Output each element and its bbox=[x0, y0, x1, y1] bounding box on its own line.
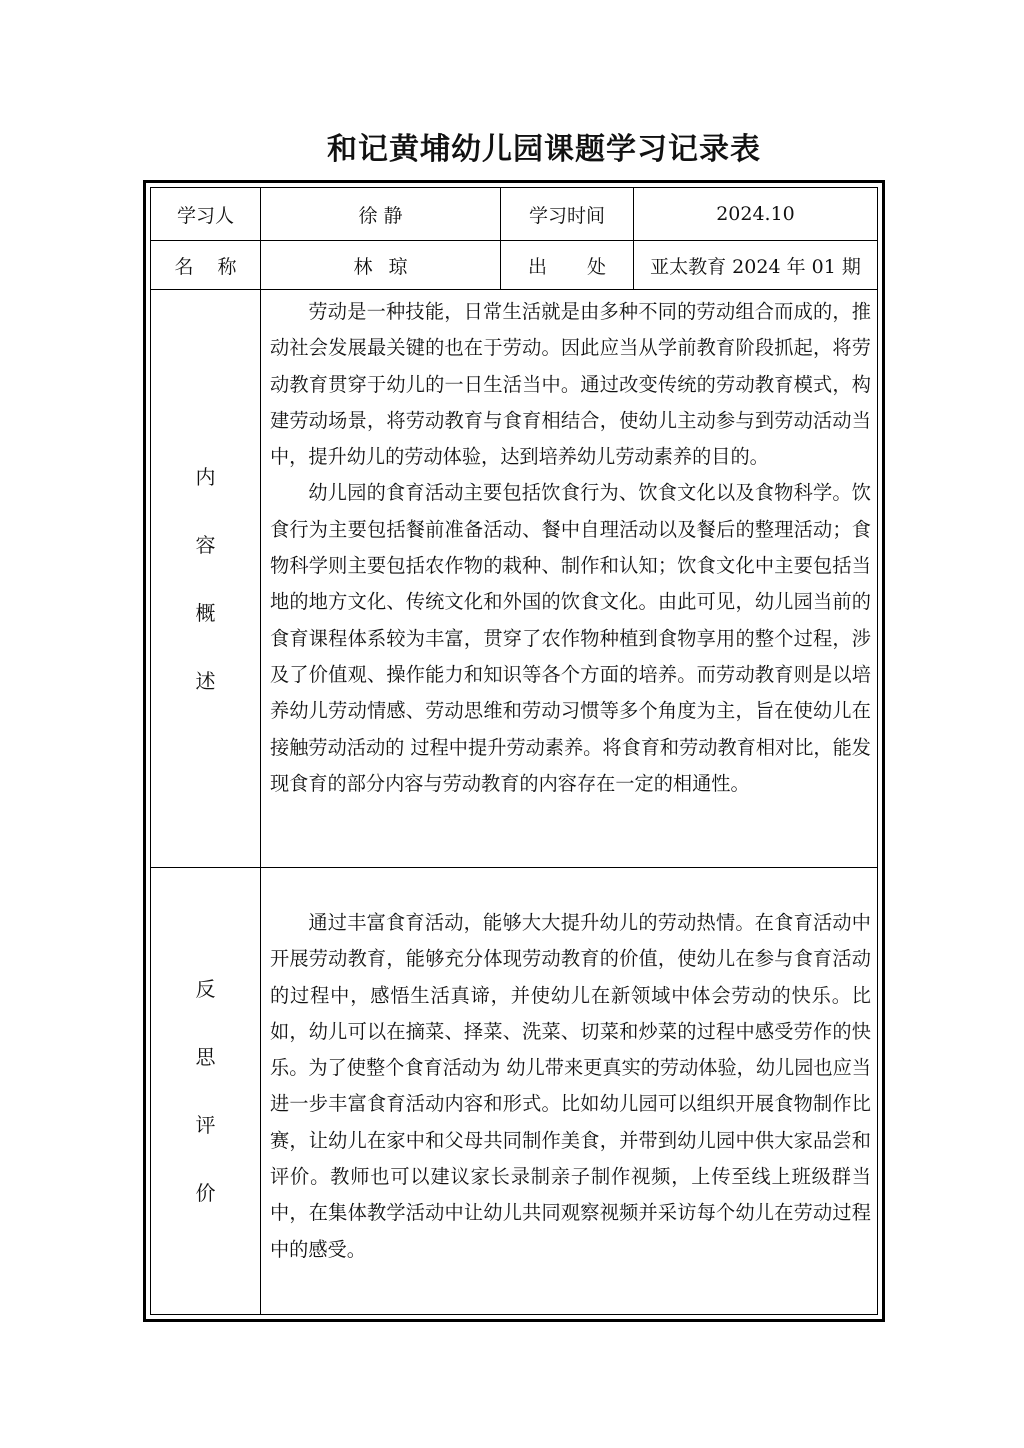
summary-label-char: 述 bbox=[195, 668, 216, 693]
reflection-content bbox=[261, 868, 877, 1314]
learner-label: 学习人 bbox=[176, 204, 234, 227]
reflection-paragraph: 通过丰富食育活动，能够大大提升幼儿的劳动热情。在食育活动中开展劳动教育，能够充分体现劳动教育的价值，使幼儿在参与食育活动的过程中，感悟生活真谛，并使幼儿在新领域中体会劳动的快乐。比如，幼儿可以在摘菜、择菜、洗菜、切菜和炒菜的过程中感受劳作的快乐。为了使整个食育活动为 幼儿带来更真实的劳动体验，幼儿园也应当进一步丰富食育活动内容和形式。比如幼儿园可以组织开展食物制作比赛，让幼儿在家中和父母共同制作美食，并带到幼儿园中供大家品尝和评价。教师也可以建议家长录制亲子制作视频，上传至线上班级群当中，在集体教学活动中让幼儿共同观察视频并采访每个幼儿在劳动过程中的感受。 bbox=[270, 911, 871, 1261]
study-time-label: 学习时间 bbox=[528, 204, 605, 227]
summary-label-char: 内 bbox=[195, 464, 216, 489]
summary-content bbox=[261, 290, 877, 867]
reflection-label-char: 反 bbox=[195, 977, 216, 1001]
summary-paragraph: 幼儿园的食育活动主要包括饮食行为、饮食文化以及食物科学。饮食行为主要包括餐前准备活动、餐中自理活动以及餐后的整理活动；食物科学则主要包括农作物的栽种、制作和认知；饮食文化中主要包括当地的地方文化、传统文化和外国的饮食文化。由此可见，幼儿园当前的食育课程体系较为丰富，贯穿了农作物种植到食物享用的整个过程，涉及了价值观、操作能力和知识等各个方面的培养。而劳动教育则是以培养幼儿劳动情感、劳动思维和劳动习惯等多个角度为主，旨在使幼儿在接触劳动活动的 过程中提升劳动素养。将食育和劳动教育相对比，能发现食育的部分内容与劳动教育的内容存在一定的相通性。 bbox=[270, 481, 871, 795]
record-table-frame bbox=[143, 180, 885, 1322]
source-value: 亚太教育 2024 年 01 期 bbox=[650, 255, 861, 278]
summary-label-char: 概 bbox=[195, 600, 216, 625]
author-value: 林 琼 bbox=[353, 255, 408, 278]
summary-paragraph: 劳动是一种技能，日常生活就是由多种不同的劳动组合而成的，推动社会发展最关键的也在于劳动。因此应当从学前教育阶段抓起，将劳动教育贯穿于幼儿的一日生活当中。通过改变传统的劳动教育模式，构建劳动场景，将劳动教育与食育相结合，使幼儿主动参与到劳动活动当中，提升幼儿的劳动体验，达到培养幼儿劳动素养的目的。 bbox=[270, 300, 871, 469]
reflection-label-char: 评 bbox=[195, 1113, 216, 1137]
reflection-label-char: 思 bbox=[195, 1045, 216, 1069]
reflection-label bbox=[151, 868, 260, 1314]
page-title: 和记黄埔幼儿园课题学习记录表 bbox=[327, 132, 761, 167]
record-table bbox=[150, 187, 878, 1315]
source-label: 出 处 bbox=[527, 255, 607, 278]
summary-label-char: 容 bbox=[195, 532, 216, 557]
study-time-value: 2024.10 bbox=[716, 203, 795, 225]
reflection-label-char: 价 bbox=[195, 1181, 216, 1205]
learner-value: 徐 静 bbox=[358, 204, 403, 227]
title-label: 名 称 bbox=[174, 255, 237, 278]
summary-label bbox=[151, 290, 260, 867]
